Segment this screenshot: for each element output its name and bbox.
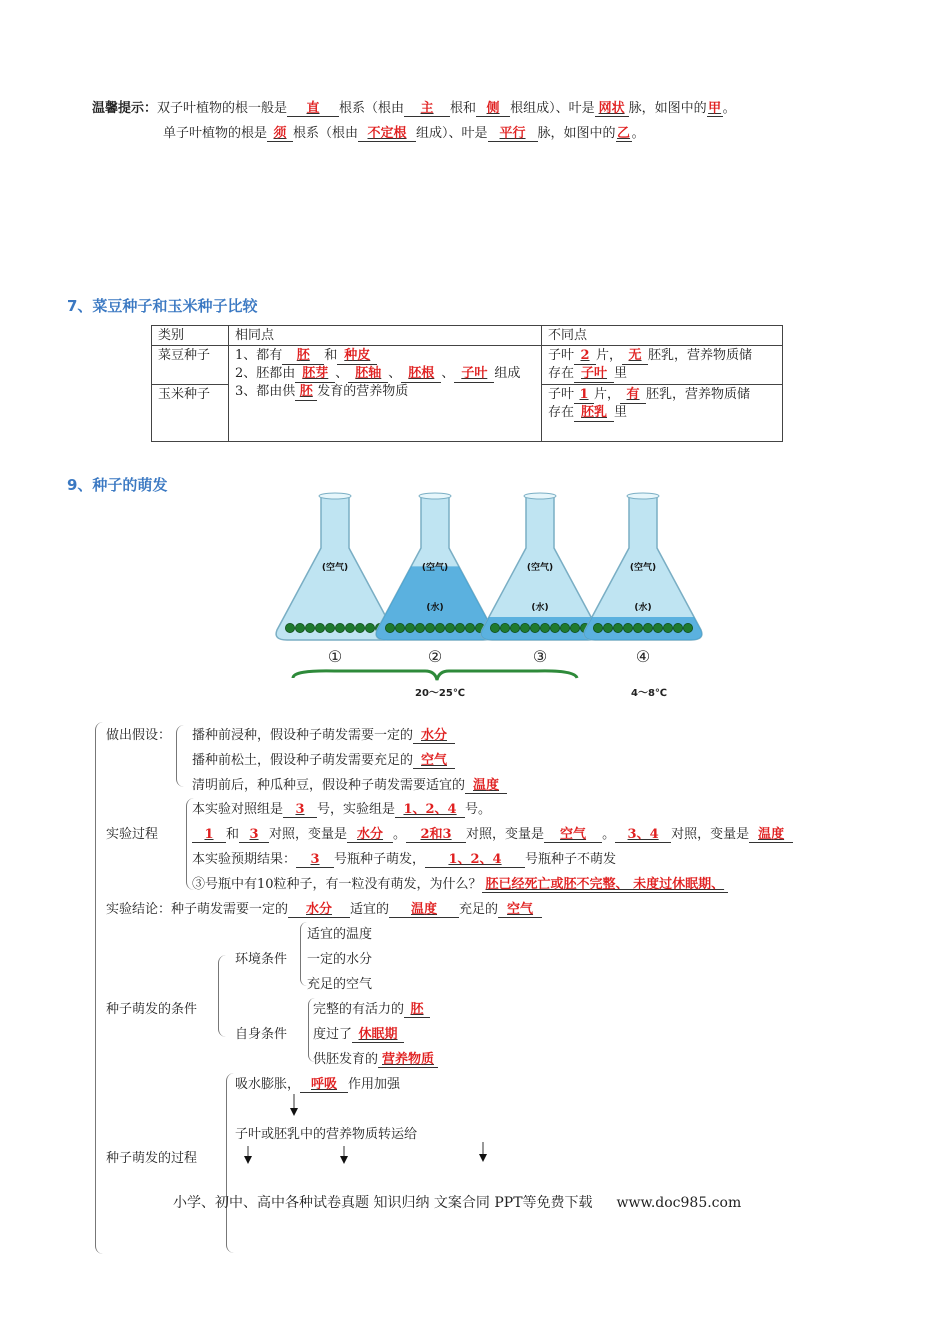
seed — [465, 623, 474, 632]
tip-text: 脉，如图中的 — [628, 101, 707, 116]
cond-brace — [218, 955, 229, 1037]
self-label: 自身条件 — [235, 1027, 288, 1042]
seed — [633, 623, 642, 632]
answer: 休眠期 — [358, 1027, 398, 1042]
hypo-2: 播种前松土，假设种子萌发需要充足的 空气 — [192, 749, 455, 769]
seed — [540, 623, 549, 632]
seed — [425, 623, 434, 632]
hypo-brace — [176, 725, 185, 787]
step-2: 子叶或胚乳中的营养物质转运给 — [235, 1127, 418, 1142]
seed — [285, 623, 294, 632]
seed — [603, 623, 612, 632]
tip-text: 单子叶植物的根是 — [163, 126, 268, 141]
answer: 直 — [306, 101, 320, 116]
tip-text: 根系（根由 — [293, 126, 359, 141]
answer: 1、2、4 — [448, 852, 502, 867]
section-9-title: 9、种子的萌发 — [67, 476, 168, 494]
self-3: 供胚发育的 营养物质 — [313, 1048, 438, 1068]
seed — [385, 623, 394, 632]
answer: 呼吸 — [311, 1077, 338, 1092]
self-1: 完整的有活力的 胚 — [313, 998, 430, 1018]
proc-line-1: 本实验对照组是 3 号，实验组是 1、2、4 号。 — [192, 798, 491, 818]
table-header: 不同点 — [542, 326, 783, 346]
seed — [500, 623, 509, 632]
water-label: (水) — [426, 603, 444, 613]
answer: 胚已经死亡或胚不完整、 未度过休眠期、 — [485, 877, 725, 892]
air-label: (空气) — [321, 563, 349, 573]
env-2: 一定的水分 — [307, 952, 373, 967]
seed — [405, 623, 414, 632]
seed — [613, 623, 622, 632]
seed — [345, 623, 354, 632]
seed — [683, 623, 692, 632]
seed — [643, 623, 652, 632]
answer: 甲 — [708, 101, 722, 116]
answer: 1 — [579, 387, 589, 402]
answer: 胚 — [299, 384, 313, 399]
seed — [295, 623, 304, 632]
answer: 营养物质 — [382, 1052, 435, 1067]
temp-label-2: 4～8℃ — [631, 688, 668, 699]
answer: 子叶 — [581, 366, 608, 381]
seed — [415, 623, 424, 632]
answer: 不定根 — [367, 126, 407, 141]
answer: 胚乳 — [581, 405, 608, 420]
air-label: (空气) — [629, 563, 657, 573]
tip-text: 。 — [631, 126, 645, 141]
answer: 1、2、4 — [403, 802, 457, 817]
answer: 有 — [626, 387, 640, 402]
seed — [435, 623, 444, 632]
table-row — [152, 346, 783, 385]
seed — [570, 623, 579, 632]
section-7-title: 7、菜豆种子和玉米种子比较 — [67, 297, 258, 315]
air-label: (空气) — [526, 563, 554, 573]
tip-text: 根和 — [450, 101, 477, 116]
flask — [481, 493, 599, 666]
answer: 主 — [420, 101, 434, 116]
answer: 3 — [249, 827, 259, 842]
answer: 温度 — [411, 902, 438, 917]
step-1: 吸水膨胀， 呼吸 作用加强 — [235, 1073, 400, 1093]
process-label: 种子萌发的过程 — [106, 1151, 198, 1166]
answer: 须 — [273, 126, 287, 141]
proc-line-2: 1 和 3 对照，变量是 水分 。 2和3 对照，变量是 空气 。 3、4 对照，变量是 温度 — [192, 823, 793, 843]
arrow-down-icon — [479, 1154, 487, 1162]
tip-line-1 — [92, 97, 736, 117]
hypo-3: 清明前后，种瓜种豆，假设种子萌发需要适宜的 温度 — [192, 774, 507, 794]
seed — [490, 623, 499, 632]
seed — [395, 623, 404, 632]
proc-line-4: ③号瓶中有10粒种子，有一粒没有萌发，为什么？ 胚已经死亡或胚不完整、 未度过休眠期、 — [192, 873, 728, 893]
answer: 胚芽 — [302, 366, 329, 381]
tip-label: 温馨提示： — [92, 101, 158, 116]
seed — [550, 623, 559, 632]
answer: 2和3 — [420, 827, 452, 842]
answer: 温度 — [758, 827, 785, 842]
cond-label: 种子萌发的条件 — [106, 1002, 198, 1017]
outline-main-brace — [95, 722, 106, 1254]
table-header: 类别 — [152, 326, 229, 346]
water-label: (水) — [634, 603, 652, 613]
diff-bean: 子叶 2 片， 无 胚乳，营养物质储 存在 子叶 里 — [542, 346, 783, 385]
answer: 空气 — [560, 827, 587, 842]
answer: 种皮 — [344, 348, 371, 363]
comparison-table — [151, 325, 783, 442]
answer: 胚根 — [408, 366, 435, 381]
env-brace — [300, 922, 307, 986]
seed — [325, 623, 334, 632]
seed — [520, 623, 529, 632]
seed — [445, 623, 454, 632]
answer: 水分 — [306, 902, 333, 917]
table-header: 相同点 — [229, 326, 542, 346]
seed — [530, 623, 539, 632]
proc-line-3: 本实验预期结果： 3 号瓶种子萌发， 1、2、4 号瓶种子不萌发 — [192, 848, 616, 868]
answer: 水分 — [421, 728, 448, 743]
flask-number: ② — [427, 647, 443, 666]
answer: 胚 — [296, 348, 310, 363]
seed — [365, 623, 374, 632]
row-label-corn: 玉米种子 — [152, 385, 229, 442]
arrow-down-icon — [290, 1108, 298, 1116]
proc-label: 实验过程 — [106, 827, 159, 842]
seed — [623, 623, 632, 632]
flask-number: ④ — [635, 647, 651, 666]
temperature-brace — [293, 671, 577, 680]
answer: 水分 — [357, 827, 384, 842]
answer: 空气 — [421, 753, 448, 768]
flask-illustration — [275, 490, 705, 705]
temp-label-1: 20～25℃ — [415, 688, 465, 699]
tip-text: 根系（根由 — [339, 101, 405, 116]
tip-line-2 — [163, 122, 645, 142]
answer: 3、4 — [627, 827, 659, 842]
seed — [455, 623, 464, 632]
env-3: 充足的空气 — [307, 977, 373, 992]
answer: 平行 — [499, 126, 526, 141]
seed — [663, 623, 672, 632]
answer: 3 — [295, 802, 305, 817]
answer: 侧 — [486, 101, 500, 116]
tip-text: 。 — [722, 101, 736, 116]
answer: 温度 — [473, 778, 500, 793]
arrow-down-icon — [340, 1156, 348, 1164]
tip-text: 根组成）、叶是 — [510, 101, 595, 116]
seed — [305, 623, 314, 632]
answer: 网状 — [598, 101, 625, 116]
seed — [593, 623, 602, 632]
answer: 2 — [580, 348, 590, 363]
tip-text: 脉，如图中的 — [537, 126, 616, 141]
seed — [355, 623, 364, 632]
footer-site[interactable]: www.doc985.com — [616, 1195, 742, 1211]
seed — [510, 623, 519, 632]
self-2: 度过了 休眠期 — [313, 1023, 404, 1043]
answer: 无 — [628, 348, 642, 363]
row-label-bean: 菜豆种子 — [152, 346, 229, 385]
footer — [173, 1192, 741, 1212]
answer: 乙 — [617, 126, 631, 141]
same-cell: 1、都有 胚 和 种皮 2、胚都由 胚芽 、 胚轴 、 胚根 、 子叶 组成 3、都由供 胚 发育的营养物质 — [229, 346, 542, 442]
seed — [335, 623, 344, 632]
env-1: 适宜的温度 — [307, 927, 373, 942]
answer: 空气 — [507, 902, 534, 917]
flask — [584, 493, 702, 666]
hypo-1: 播种前浸种，假设种子萌发需要一定的 水分 — [192, 724, 455, 744]
flask — [276, 493, 394, 666]
conclusion: 实验结论：种子萌发需要一定的 水分 适宜的 温度 充足的 空气 — [106, 898, 542, 918]
flask — [376, 493, 494, 666]
answer: 3 — [310, 852, 320, 867]
env-label: 环境条件 — [235, 952, 288, 967]
answer: 胚 — [410, 1002, 424, 1017]
flask-number: ① — [327, 647, 343, 666]
diff-corn: 子叶 1 片， 有 胚乳，营养物质储 存在 胚乳 里 — [542, 385, 783, 442]
seed — [315, 623, 324, 632]
answer: 1 — [204, 827, 214, 842]
hypo-label: 做出假设： — [106, 728, 172, 743]
answer: 子叶 — [461, 366, 488, 381]
answer: 胚轴 — [355, 366, 382, 381]
seed — [560, 623, 569, 632]
seed — [653, 623, 662, 632]
tip-text: 双子叶植物的根一般是 — [157, 101, 288, 116]
air-label: (空气) — [421, 563, 449, 573]
arrow-down-icon — [244, 1156, 252, 1164]
water-label: (水) — [531, 603, 549, 613]
footer-text: 小学、初中、高中各种试卷真题 知识归纳 文案合同 PPT等免费下载 — [173, 1195, 593, 1211]
tip-text: 组成）、叶是 — [416, 126, 488, 141]
seed — [673, 623, 682, 632]
flask-number: ③ — [532, 647, 548, 666]
